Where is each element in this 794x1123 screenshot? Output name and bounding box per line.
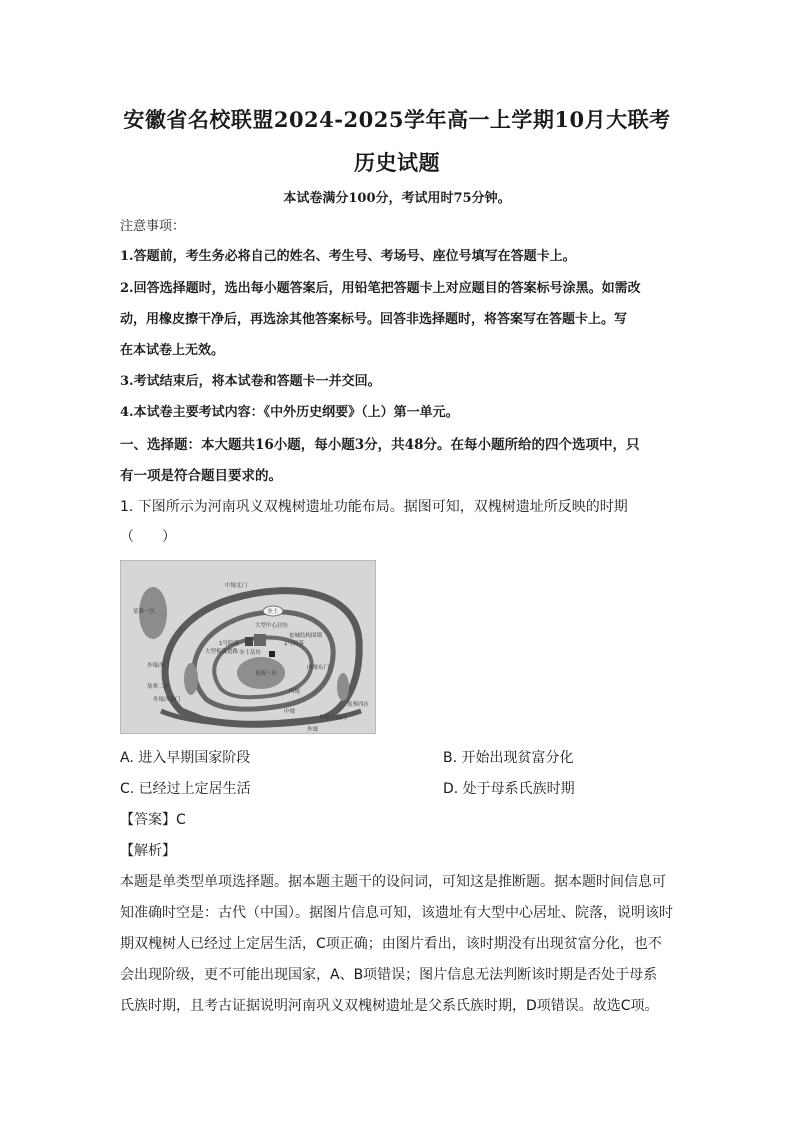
label-rammed-base: 夯土基址 xyxy=(239,650,262,656)
label-road: 大型板筑道路 xyxy=(205,649,239,655)
option-c: C. 已经过上定居生活 xyxy=(120,781,251,797)
label-southwest-gate: 外壕西南门 xyxy=(153,697,181,703)
subject-title: 历史试题 xyxy=(354,150,440,175)
label-big-residence: 大型中心居址 xyxy=(255,623,289,629)
option-b: B. 开始出现贫富分化 xyxy=(443,750,574,766)
analysis-line-1: 本题是单类型单项选择题。据本题主题干的设问词，可知这是推断题。据本题时间信息可 xyxy=(120,874,666,890)
question-1-stem: 1. 下图所示为河南巩义双槐树遗址功能布局。据图可知，双槐树遗址所反映的时期 xyxy=(120,499,628,515)
cemetery-zone-2 xyxy=(184,663,198,695)
label-inner-moat: 内壕 xyxy=(289,689,301,695)
analysis-line-5: 氏族时期，且考古证据说明河南巩义双槐树遗址是父系氏族时期，D项错误。故选C项。 xyxy=(120,998,659,1014)
option-d: D. 处于母系氏族时期 xyxy=(443,781,575,797)
label-north-gate: 中壕北门 xyxy=(225,583,248,589)
analysis-line-2: 知准确时空是：古代（中国）。据图片信息可知，该遗址有大型中心居址、院落，说明该时 xyxy=(120,905,673,921)
label-cemetery-4: 墓葬四区 xyxy=(347,702,370,708)
analysis-line-4: 会出现阶级，更不可能出现国家，A、B项错误；图片信息无法判断该时期是否处于母系 xyxy=(120,967,658,983)
analysis-line-3: 期双槐树人已经过上定居生活，C项正确；由图片看出，该时期没有出现贫富分化，也不 xyxy=(120,936,662,952)
option-a: A. 进入早期国家阶段 xyxy=(120,750,251,766)
note-item-2-cont: 动，用橡皮擦干净后，再选涂其他答案标号。回答非选择题时，将答案写在答题卡上。写 xyxy=(120,312,628,327)
label-cemetery-2: 墓葬二区 xyxy=(147,684,170,690)
section-heading-cont: 有一项是符合题目要求的。 xyxy=(120,468,282,484)
note-item-2-end: 在本试卷上无效。 xyxy=(120,343,225,358)
label-inner-east-gate: 内壕东门 xyxy=(307,665,330,671)
note-item-4: 4.本试卷主要考试内容：《中外历史纲要》（上）第一单元。 xyxy=(120,405,459,420)
notes-heading: 注意事项： xyxy=(120,219,186,234)
answer-label: 【答案】C xyxy=(120,812,186,828)
site-layout-map xyxy=(120,560,376,734)
section-heading: 一、选择题：本大题共16小题，每小题3分，共48分。在每小题所给的四个选项中，只 xyxy=(120,437,640,453)
label-courtyard-2: 2号院落 xyxy=(284,641,304,647)
analysis-heading: 【解析】 xyxy=(120,843,176,859)
exam-title: 安徽省名校联盟2024-2025学年高一上学期10月大联考 xyxy=(123,107,671,132)
label-cemetery-1: 墓葬一区 xyxy=(133,609,156,615)
note-item-3: 3.考试结束后，将本试卷和答题卡一并交回。 xyxy=(120,374,381,389)
exam-info: 本试卷满分100分，考试用时75分钟。 xyxy=(283,191,511,206)
note-item-2: 2.回答选择题时，选出每小题答案后，用铅笔把答题卡上对应题目的答案标号涂黑。如需改 xyxy=(120,281,641,296)
label-cemetery-3: 墓葬三区 xyxy=(255,671,278,677)
label-courtyard-1: 1号院落 xyxy=(219,641,239,647)
cemetery-zone-4 xyxy=(337,673,349,701)
note-item-1: 1.答题前，考生务必将自己的姓名、考生号、考场号、座位号填写在答题卡上。 xyxy=(120,249,576,264)
site-layout-svg xyxy=(121,561,375,733)
label-center-mark: 夯土 xyxy=(267,609,279,615)
label-enclosure: 瓮城结构围墙 xyxy=(289,633,323,639)
label-west-gate: 外壕西门 xyxy=(147,663,170,669)
label-middle-moat: 中壕 xyxy=(284,709,296,715)
label-southeast-gate: 外壕东南门 xyxy=(319,715,347,721)
courtyard-marker xyxy=(245,637,253,646)
answer-bracket: （ ） xyxy=(120,529,176,545)
label-outer-moat: 外壕 xyxy=(307,727,319,733)
